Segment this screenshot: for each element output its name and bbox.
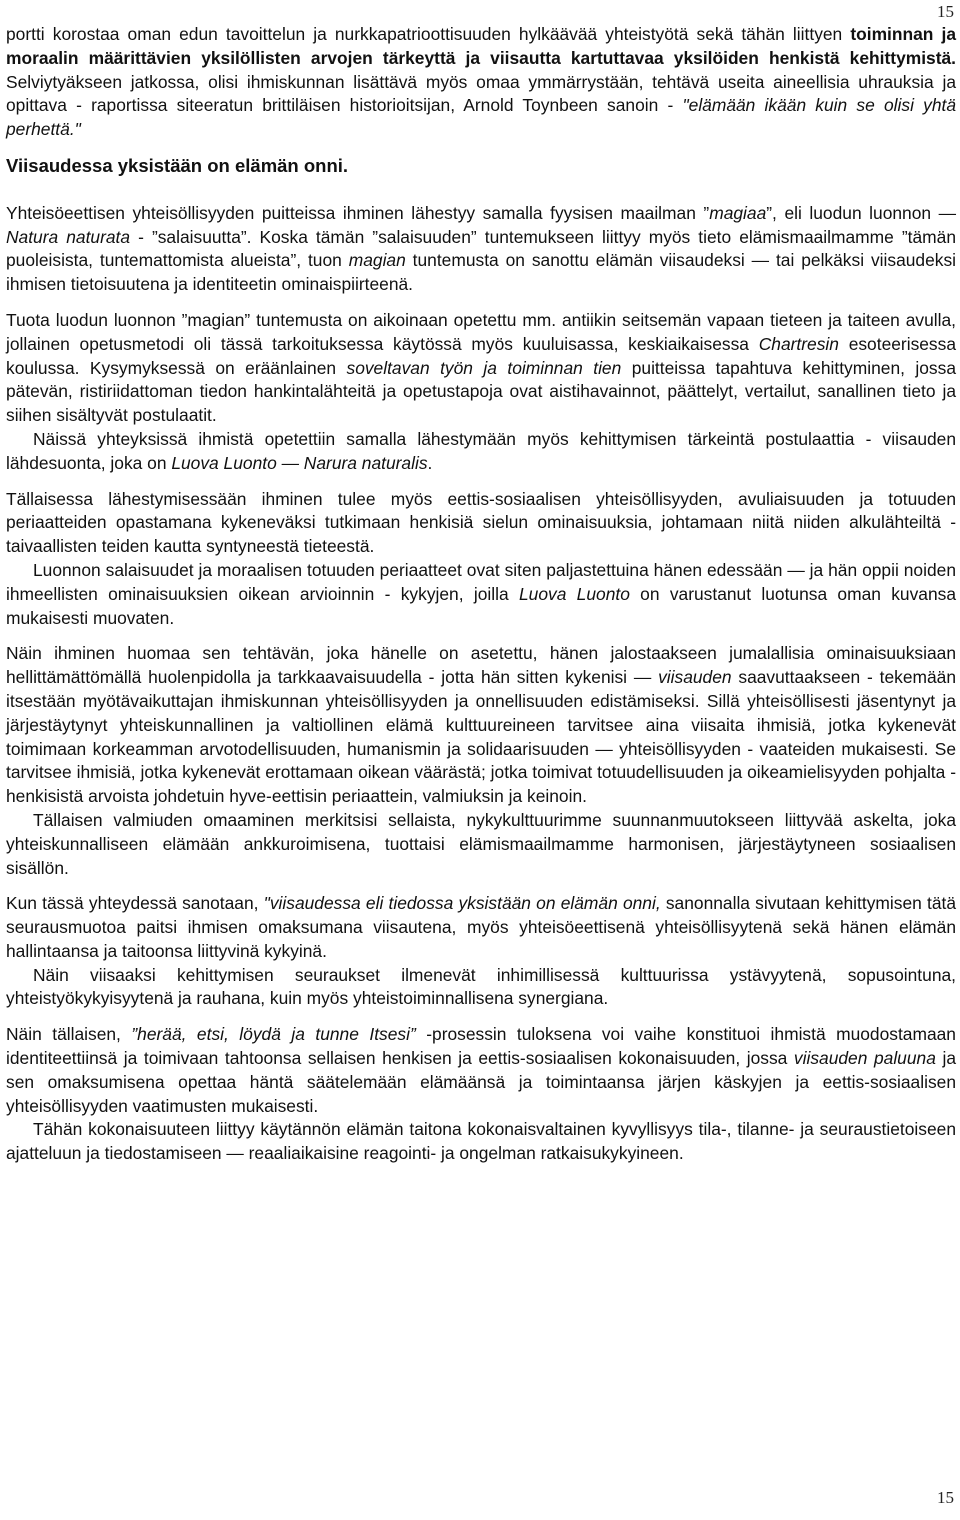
paragraph-6-text-c: on varustanut luotunsa oman kuvansa mukaisesti muovaten. — [6, 583, 957, 628]
paragraph-3-italic-b: Chartresin — [758, 333, 839, 354]
paragraph-11 — [6, 1023, 956, 1118]
paragraph-2-italic-f: magian — [348, 250, 406, 271]
paragraph-2-italic-d: Natura naturata — [6, 226, 131, 247]
paragraph-7-italic-b: viisauden — [658, 667, 732, 688]
paragraph-1-quote: "elämään ikään kuin se olisi yhtä perhettä." — [6, 95, 956, 140]
paragraph-1-text-c: Selviytyäkseen jatkossa, olisi ihmiskunnan lisättävä myös omaa ymmärrystään, tehtävä useita aineellisia uhrauksia ja opittava - raportissa siteeratun brittiläisen historioitsijan, Arnold Toynbeen sanoin - — [6, 71, 956, 116]
paragraph-1 — [6, 23, 956, 142]
page-number-top: 15 — [937, 2, 954, 21]
document-body — [6, 23, 956, 1178]
paragraph-6 — [6, 559, 956, 630]
paragraph-1-bold-text: toiminnan ja moraalin määrittävien yksilöllisten arvojen tärkeyttä ja viisautta kartuttavaa yksilöiden henkistä kehittymistä. — [6, 24, 956, 68]
paragraph-4-italic-b: Luova Luonto — Narura naturalis — [171, 452, 428, 473]
paragraph-7 — [6, 642, 956, 809]
paragraph-7-text-c: saavuttaakseen - tekemään itsestään myötävaikuttajan ihmiskunnan yhteisöllisyyden ja onnellisuuden edistämiseksi. Sillä yhteisöllisesti jäsentynyt ja järjestäytynyt yhteiskunnallinen ja valtiollinen elämä kulttuureineen tarvitsee aina viisaita ihmisiä, jotka kykenevät toimimaan korkeamman arvotodellisuuden, humanismin ja solidaarisuuden — yhteisöllisyyden - vaateiden mukaisesti. Se tarvitsee ihmisiä, jotka kykenevät erottamaan oikean väärästä; jotka toimivat totuudellisuuden ja oikeamielisyyden pohjalta - henkisistä arvoista johdetuin hyve-eettisin periaattein, valmiuksin ja keinoin. — [6, 667, 957, 807]
paragraph-4-text-c: . — [427, 452, 433, 473]
paragraph-11-italic-d: viisauden paluuna — [793, 1048, 936, 1069]
paragraph-7-text-a: Näin ihminen huomaa sen tehtävän, joka hänelle on asetettu, hänen jalostaakseen jumalallisia ominaisuuksiaan hellittämättömällä huolenpidolla ja tarkkaavaisuudella - jotta hän sitten kykenisi — — [6, 643, 956, 688]
paragraph-3-text-c: esoteerisessa koulussa. Kysymyksessä on eräänlainen — [6, 333, 956, 378]
paragraph-8: Tällaisen valmiuden omaaminen merkitsisi sellaista, nykykulttuurimme suunnanmuutokseen liittyvää askelta, joka yhteiskunnalliseen elämään ankkuroimisena, tuottaisi elämismaailmamme harmonisen, järjestäytyneen sosiaalisen sisällön. — [6, 809, 956, 878]
paragraph-4-text-a: Näissä yhteyksissä ihmistä opetettiin samalla lähestymään myös kehittymisen tärkeintä postulaattia - viisauden lähdesuonta, joka on — [6, 428, 956, 473]
paragraph-11-text-c: -prosessin tuloksena voi vaihe konstituoi ihmistä muodostamaan identiteettiinsä ja toimivaan tahtoonsa sellaisen henkisen ja eettis-sosiaalisen kokonaisuuden, jossa — [6, 1024, 956, 1069]
paragraph-11-text-e: ja sen omaksumisena opettaa häntä säätelemään elämäänsä ja toimintaansa järjen käskyjen ja eettis-sosiaalisen yhteisöllisyyden vaatimusten mukaisesti. — [6, 1048, 956, 1116]
paragraph-9 — [6, 892, 956, 963]
page-number-bottom: 15 — [937, 1488, 954, 1507]
paragraph-2-text-e: - ”salaisuutta”. Koska tämän ”salaisuuden” tuntemukseen liittyy myös tieto elämismaailmamme ”tämän puoleisista, tuntemattomista alueista”, tuon — [6, 226, 956, 271]
paragraph-9-italic-b: "viisaudessa eli tiedossa yksistään on elämän onni, — [263, 893, 661, 914]
paragraph-2 — [6, 202, 956, 297]
paragraph-2-text-a: Yhteisöeettisen yhteisöllisyyden puitteissa ihminen lähestyy samalla fyysisen maailman ” — [6, 202, 710, 223]
paragraph-11-italic-b: ”herää, etsi, löydä ja tunne Itsesi” — [131, 1024, 416, 1045]
paragraph-2-text-c: ”, eli luodun luonnon — — [766, 202, 957, 223]
paragraph-2-text-g: tuntemusta on sanottu elämän viisaudeksi — tai pelkäksi viisaudeksi ihmisen tietoisuutena ja identiteetin ominaispiirteenä. — [6, 250, 957, 295]
paragraph-3-text-a: Tuota luodun luonnon ”magian” tuntemusta on aikoinaan opetettu mm. antiikin seitsemän vapaan tieteen ja taiteen avulla, jollainen opetusmetodi oli tässä tarkoituksessa käytössä myös kuuluisassa, keskiaikaisessa — [6, 309, 956, 354]
paragraph-10: Näin viisaaksi kehittymisen seuraukset ilmenevät inhimillisessä kulttuurissa ystävyytenä, sopusointuna, yhteistyökykyisyytenä ja rauhana, kuin myös yhteistoiminnallisena synergiana. — [6, 964, 956, 1009]
paragraph-9-text-c: sanonnalla sivutaan kehittymisen tätä seurausmuotoa paitsi ihmisen omaksumana viisautena, myös yhteisöeettisenä yhteisöllisyytenä sekä hänen elämän hallintaansa ja taitoonsa liittyvinä kykyinä. — [6, 893, 956, 961]
paragraph-9-text-a: Kun tässä yhteydessä sanotaan, — [6, 893, 264, 914]
section-heading: Viisaudessa yksistään on elämän onni. — [6, 154, 349, 176]
paragraph-3-text-e: puitteissa tapahtuva kehittyminen, jossa pätevän, ristiriidattoman tiedon hankintalähteitä ja opetustapoja ovat aistihavainnot, päättelyt, vertailut, sanallinen tieto ja siihen sisältyvät postulaatit. — [6, 357, 956, 426]
paragraph-5: Tällaisessa lähestymisessään ihminen tulee myös eettis-sosiaalisen yhteisöllisyyden, avuliaisuuden ja totuuden periaatteiden opastamana kykeneväksi tutkimaan henkisiä sielun ominaisuuksia, johtamaan niitä niiden alkulähteiltä - taivaallisten teiden kautta syntyneestä tieteestä. — [6, 488, 956, 557]
paragraph-3 — [6, 309, 956, 428]
paragraph-12: Tähän kokonaisuuteen liittyy käytännön elämän taitona kokonaisvaltainen kyvyllisyys tila-, tilanne- ja seuraustietoiseen ajatteluun ja tiedostamiseen — reaaliaikaisine reagointi- ja ongelman ratkaisukykyineen. — [6, 1119, 956, 1164]
paragraph-2-italic-b: magiaa — [709, 202, 767, 223]
paragraph-6-italic-b: Luova Luonto — [518, 583, 630, 604]
paragraph-6-text-a: Luonnon salaisuudet ja moraalisen totuuden periaatteet ovat siten paljastettuina hänen edessään — ja hän oppii noiden ihmeellisten ominaisuuksien oikean arvioinnin - kykyjen, joilla — [6, 559, 956, 604]
paragraph-11-text-a: Näin tällaisen, — [6, 1024, 132, 1045]
paragraph-3-italic-d: soveltavan työn ja toiminnan tien — [346, 357, 622, 378]
paragraph-4 — [6, 428, 956, 476]
paragraph-1-text-a: portti korostaa oman edun tavoittelun ja nurkkapatrioottisuuden hylkäävää yhteistyötä sekä tähän liittyen — [6, 24, 851, 44]
